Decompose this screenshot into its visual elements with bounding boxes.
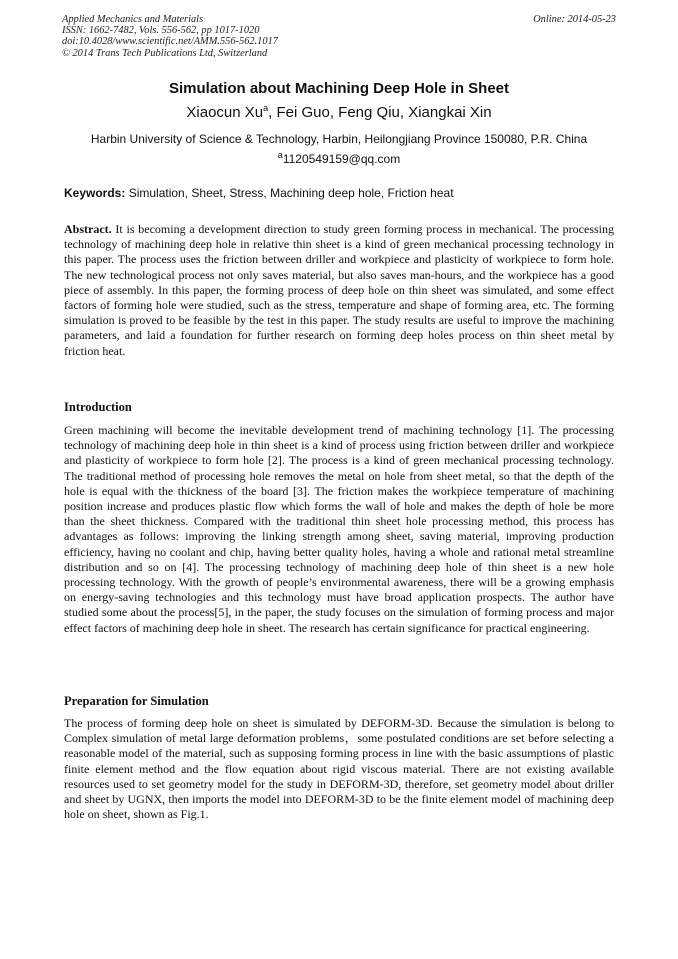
issn-line: ISSN: 1662-7482, Vols. 556-562, pp 1017-1020 (62, 25, 260, 37)
section-heading-introduction: Introduction (64, 400, 132, 414)
section-text-introduction: Green machining will become the inevitable development trend of machining technology [1]. The processing technology of machining deep hole in thin sheet is a kind of process using friction between driller and workpiece and plasticity of workpiece to form hole [2]. The process is a kind of green mechanical processing technology. The traditional method of processing hole removes the metal on hole from sheet metal, so that the depth of the hole is equal with the thickness of the board [3]. The friction makes the workpiece temperature of machining position increase and produces plastic flow which forms the wall of hole and makes the depth of hole be more than the sheet thickness. Compared with the traditional thin sheet hole processing method, this process has advantages as follows: improving the linking strength among sheet, saving material, improving production efficiency, having no coolant and chip, having better quality holes, having a whole and rational metal streamline distribution and so on [4]. The processing technology of machining deep hole of thin sheet is a new hole processing technology. With the growth of people’s environmental awareness, there will be a growing emphasis on energy-saving technologies and this technology must have broad application prospects. The author have studied some about the process[5], in the paper, the study focuses on the simulation of forming process and major effect factors of machining deep hole in sheet. The research has certain significance for practical engineering. (64, 423, 614, 635)
email-mark: a (277, 150, 283, 160)
keywords (64, 186, 614, 200)
online-date: Online: 2014-05-23 (533, 14, 616, 25)
abstract-text: It is becoming a development direction to study green forming process in mechanical. The processing technology of machining deep hole in relative thin sheet is a kind of green mechanical processing technology in this paper. The process uses the friction between driller and workpiece and plasticity of workpiece to form hole. The new technological process not only saves material, but also saves man-hours, and the workpiece has a good piece of assembly. In this paper, the forming process of deep hole on thin sheet was simulated, and some effect factors of forming hole were studied, such as the stress, temperature and shape of forming area, etc. The forming simulation is proved to be feasible by the test in this paper. The study results are useful to improve the machining parameters, and laid a foundation for further research on forming deep holes process on thin sheet metal by friction heat. (64, 222, 614, 358)
running-header (62, 14, 616, 59)
paper-title: Simulation about Machining Deep Hole in Sheet (168, 80, 510, 97)
affiliation: Harbin University of Science & Technology, Harbin, Heilongjiang Province 150080, P.R. China (90, 132, 588, 146)
author-email (0, 152, 678, 166)
other-authors: , Fei Guo, Feng Qiu, Xiangkai Xin (268, 104, 492, 121)
abstract-label: Abstract. (64, 222, 112, 236)
copyright-line: © 2014 Trans Tech Publications Ltd, Switzerland (62, 47, 268, 59)
email-address: 1120549159@qq.com (282, 152, 401, 166)
journal-name: Applied Mechanics and Materials (62, 14, 204, 25)
section-heading-preparation: Preparation for Simulation (64, 694, 209, 708)
keywords-label: Keywords: (64, 186, 126, 200)
first-author: Xiaocun Xu (186, 104, 264, 121)
author-affiliation-mark: a (263, 103, 269, 113)
doi-line: doi:10.4028/www.scientific.net/AMM.556-562.1017 (62, 36, 278, 48)
keywords-text: Simulation, Sheet, Stress, Machining deep hole, Friction heat (125, 186, 454, 200)
author-list (0, 104, 678, 121)
section-text-preparation: The process of forming deep hole on sheet is simulated by DEFORM-3D. Because the simulation is belong to Complex simulation of metal large deformation problems，some postulated conditions are set before selecting a reasonable model of the material, such as supposing forming process in line with the basic assumptions of plastic finite element method and the flow equation about rigid viscous material. There are not existing available resources used to set geometry model for the study in DEFORM-3D, therefore, set geometry model about driller and sheet by UGNX, then imports the model into DEFORM-3D to be the finite element model of machining deep hole on sheet, shown as Fig.1. (64, 716, 614, 822)
abstract (64, 222, 614, 359)
